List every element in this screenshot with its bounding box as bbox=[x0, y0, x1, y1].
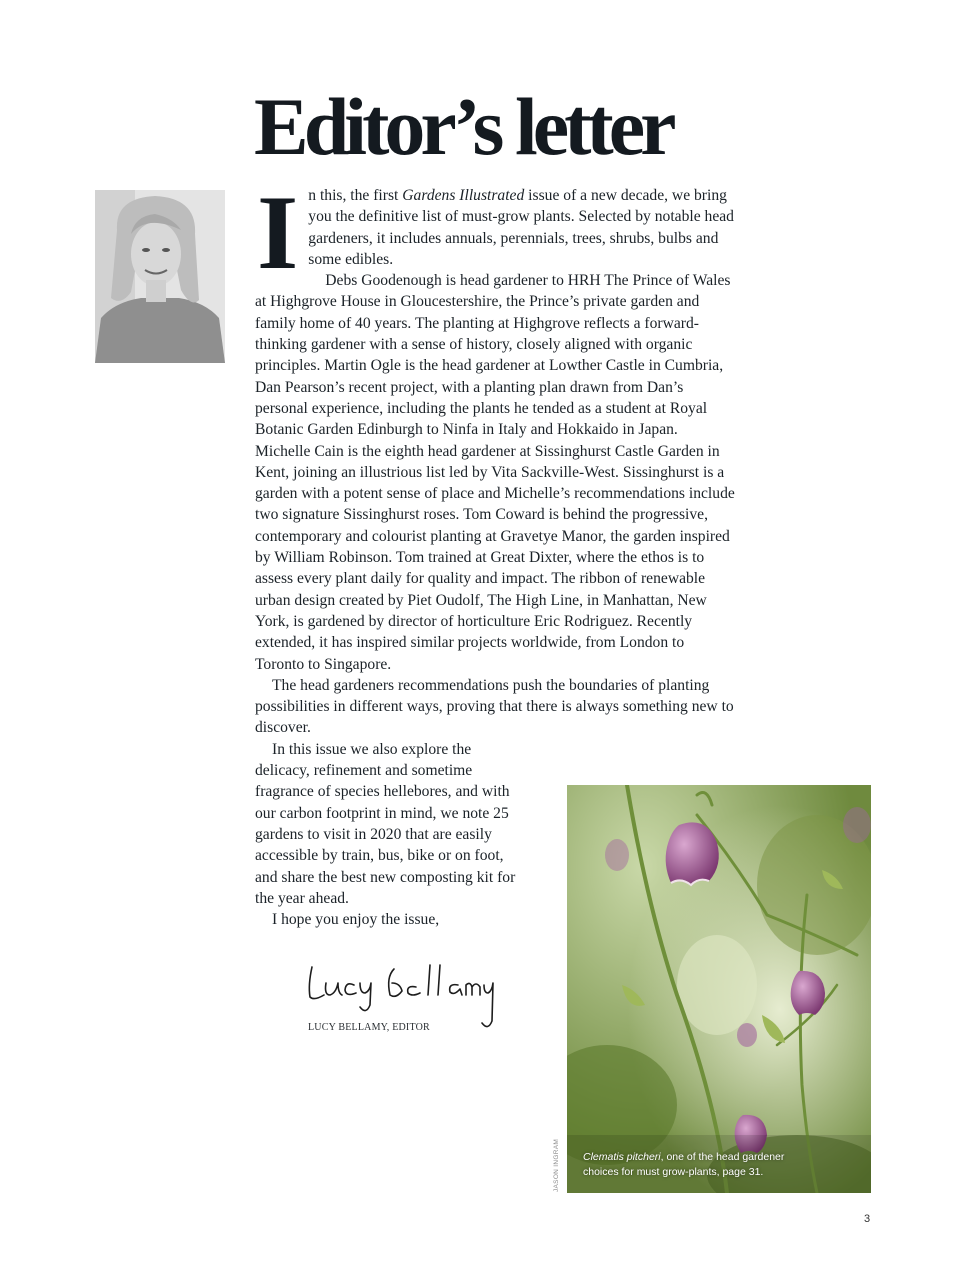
intro-text-start: n this, the first bbox=[308, 187, 403, 204]
photo-credit: JASON INGRAM bbox=[553, 1138, 560, 1192]
paragraph-head-gardeners: Debs Goodenough is head gardener to HRH The Prince of Wales at Highgrove House in Gloucestershire, the Prince’s private garden and family home of 40 years. The planting at Highgrove reflects a forward-thinking gardener with a sense of history, closely aligned with organic principles. Martin Ogle is the head gardener at Lowther Castle in Cumbria, Dan Pearson’s recent project, with a planting plan drawn from Dan’s personal experience, including the plants he tended as a student at Royal Botanic Garden Edinburgh to Ninfa in Italy and Hokkaido in Japan. Michelle Cain is the eighth head gardener at Sissinghurst Castle Garden in Kent, joining an illustrious list led by Vita Sackville-West. Sissinghurst is a garden with a potent sense of place and Michelle’s recommendations include two signature Sissinghurst roses. Tom Coward is behind the progressive, contemporary and colourist planting at Gravetye Manor, the garden inspired by William Robinson. Tom trained at Great Dixter, where the ethos is to assess every plant daily for quality and impact. The ribbon of renewable urban design created by Piet Oudolf, The High Line, in Manhattan, New York, is gardened by director of horticulture Eric Rodriguez. Recently extended, it has inspired similar projects worldwide, from London to Toronto to Singapore. bbox=[255, 272, 735, 673]
photo-caption bbox=[583, 1150, 808, 1180]
caption-text: , one of the head gardener choices for must grow-plants, page 31. bbox=[583, 1151, 785, 1178]
paragraph-closing: I hope you enjoy the issue, bbox=[272, 911, 440, 929]
paragraph-recommendations: The head gardeners recommendations push the boundaries of planting possibilities in different ways, proving that there is always something new to discover. bbox=[255, 676, 734, 737]
page-number: 3 bbox=[864, 1213, 871, 1225]
page-title: Editor’s letter bbox=[254, 81, 672, 172]
drop-cap: I bbox=[257, 174, 299, 291]
editor-portrait bbox=[95, 190, 225, 363]
intro-text-end: issue of a new decade, we bring you the definitive list of must-grow plants. Selected by notable head gardeners, it includes annuals, perennials, trees, shrubs, bulbs and some edibles. bbox=[308, 187, 734, 268]
caption-species: Clematis pitcheri bbox=[583, 1151, 661, 1163]
publication-name: Gardens Illustrated bbox=[402, 187, 525, 204]
paragraph-intro bbox=[255, 185, 735, 270]
clematis-photo bbox=[567, 785, 871, 1193]
paragraph-this-issue: In this issue we also explore the delicacy, refinement and sometime fragrance of species hellebores, and with our carbon footprint in mind, we note 25 gardens to visit in 2020 that are easily accessible by train, bus, bike or on foot, and share the best new composting kit for the year ahead. bbox=[255, 740, 516, 907]
signature-name: LUCY BELLAMY, EDITOR bbox=[308, 1022, 430, 1033]
